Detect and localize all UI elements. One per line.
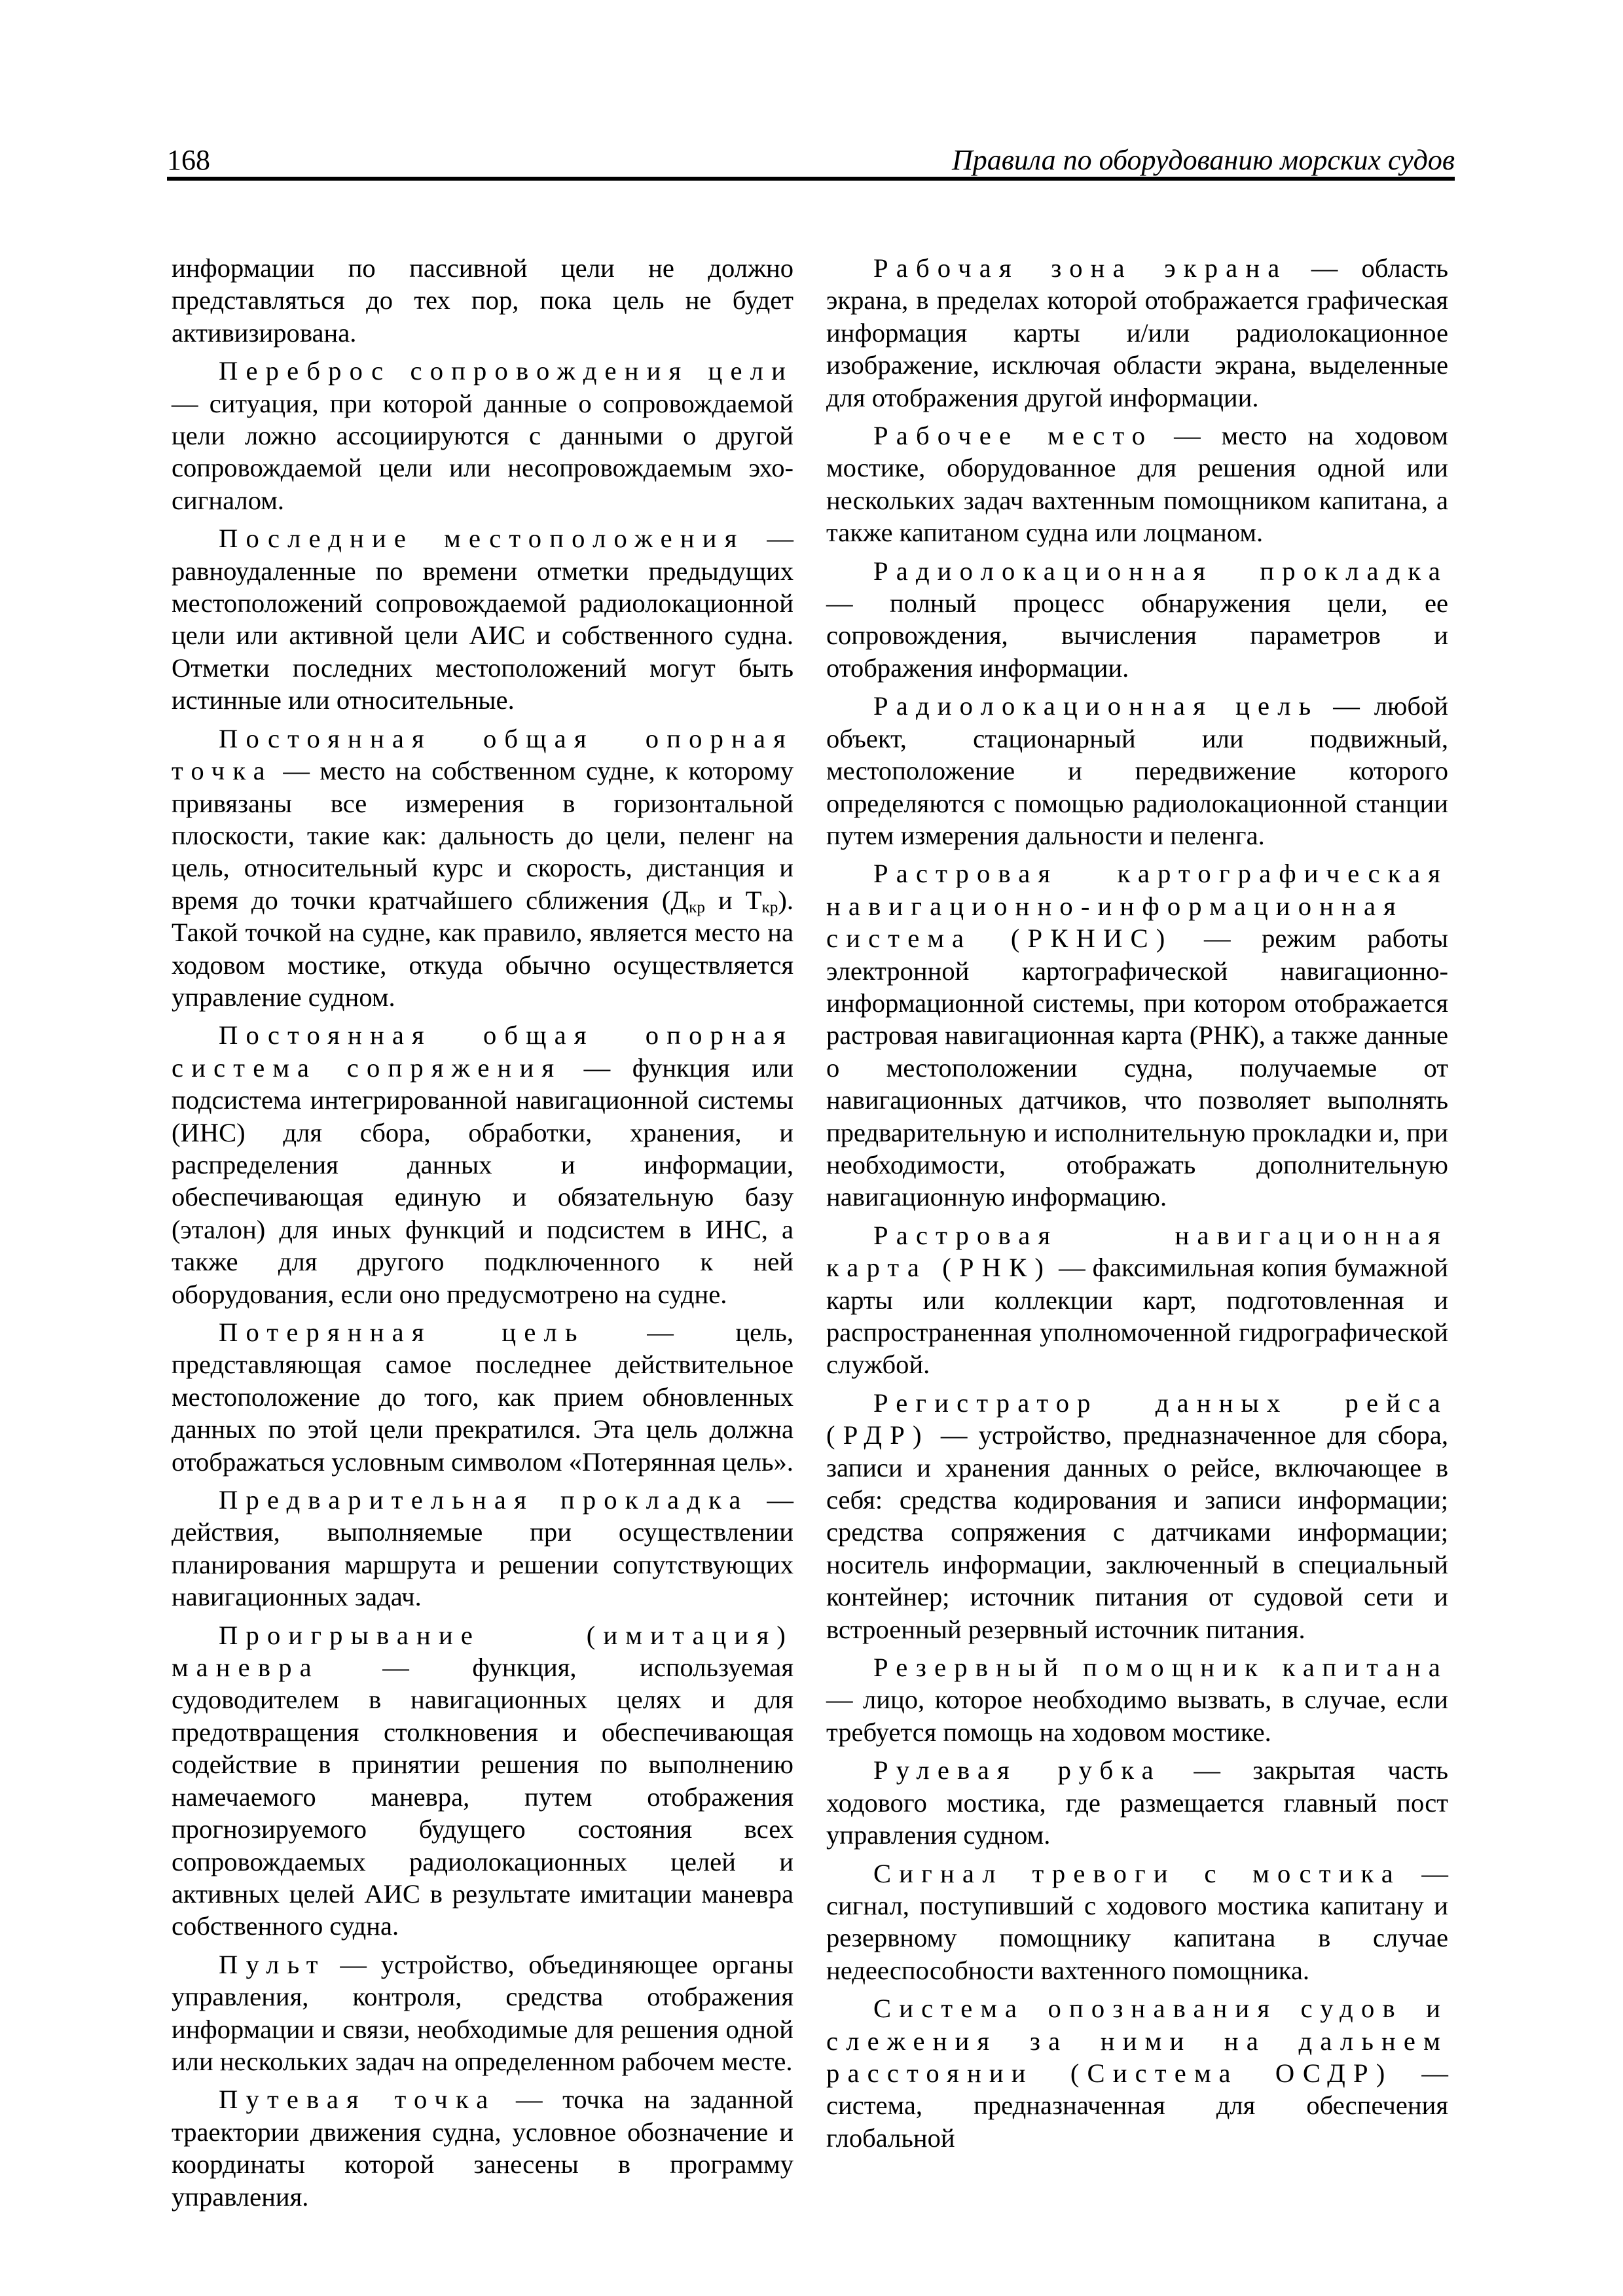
glossary-entry bbox=[172, 1619, 793, 1943]
glossary-entry bbox=[826, 1219, 1448, 1381]
entry-text: и Т bbox=[704, 885, 762, 915]
entry-term: Радиолокационная цель bbox=[873, 691, 1319, 721]
entry-text: ). Такой точкой на судне, как правило, является место на ходовом мостике, откуда обычно осуществляется управление судном. bbox=[172, 885, 793, 1012]
page-number: 168 bbox=[167, 144, 210, 176]
entry-term: Сигнал тревоги с мостика bbox=[873, 1858, 1401, 1888]
entry-term: Путевая точка bbox=[219, 2085, 496, 2115]
entry-term: Радиолокационная прокладка bbox=[873, 556, 1448, 586]
entry-text: — лицо, которое необходимо вызвать, в случае, если требуется помощь на ходовом мостике. bbox=[826, 1685, 1448, 1747]
glossary-entry bbox=[826, 690, 1448, 852]
running-title: Правила по оборудованию морских судов bbox=[951, 144, 1455, 176]
left-column bbox=[172, 252, 793, 2219]
glossary-entry bbox=[172, 723, 793, 1014]
header-rule bbox=[167, 177, 1455, 181]
entry-text: — цель, представляющая самое последнее действительное местоположение до того, как прием обновленных данных по этой цели прекратился. Эта цель должна отображаться условным символом «Потерянная цель». bbox=[172, 1318, 793, 1477]
entry-text: — устройство, предназначенное для сбора, записи и хранения данных о рейсе, включающее в себя: средства кодирования и записи информации; средства сопряжения с датчиками информации; носитель информации, заключенный в специальный контейнер; источник питания от судовой сети и встроенный резервный источник питания. bbox=[826, 1420, 1448, 1644]
entry-term: Пульт bbox=[219, 1949, 326, 1979]
entry-text: — область экрана, в пределах которой отображается графическая информация карты и/или радиолокационное изображение, исключая области экрана, выделенные для отображения другой информации. bbox=[826, 253, 1448, 412]
entry-term: Растровая навигационная карта (РНК) bbox=[826, 1220, 1448, 1283]
entry-text: — функция, используемая судоводителем в навигационных целях и для предотвращения столкновения и обеспечивающая содействие в принятии решения по выполнению намечаемого маневра, путем отображения прогнозируемого будущего состояния всех сопровождаемых радиолокационных целей и активных целей АИС в результате имитации маневра собственного судна. bbox=[172, 1653, 793, 1941]
entry-text: — устройство, объединяющее органы управления, контроля, средства отображения информации и связи, необходимые для решения одной или нескольких задач на определенном рабочем месте. bbox=[172, 1949, 793, 2076]
glossary-entry bbox=[826, 555, 1448, 685]
glossary-entry bbox=[826, 1651, 1448, 1748]
entry-text: — ситуация, при которой данные о сопровождаемой цели ложно ассоциируются с данными о другой сопровождаемой цели или несопровождаемым эхо-сигналом. bbox=[172, 388, 793, 515]
entry-text: — равноудаленные по времени отметки предыдущих местоположений сопровождаемой радиолокационной цели или активной цели АИС и собственного судна. Отметки последних местоположений могут быть истинные или относительные. bbox=[172, 524, 793, 715]
entry-term: Предварительная прокладка bbox=[219, 1485, 749, 1515]
glossary-entry bbox=[172, 1948, 793, 2078]
entry-text: — место на собственном судне, к которому привязаны все измерения в горизонтальной плоскости, такие как: дальность до цели, пеленг на цель, относительный курс и скорость, дистанция и время до точки кратчайшего сближения (Д bbox=[172, 756, 793, 915]
entry-term: Последние местоположения bbox=[219, 524, 745, 554]
subscript-kr: кр bbox=[689, 898, 705, 916]
entry-text: — сигнал, поступивший с ходового мостика капитану и резервному помощнику капитана в случае недееспособности вахтенного помощника. bbox=[826, 1858, 1448, 1985]
entry-term: Постоянная общая опорная система сопряжения bbox=[172, 1020, 793, 1083]
glossary-entry bbox=[172, 355, 793, 516]
entry-text: — любой объект, стационарный или подвижный, местоположение и передвижение которого определяются с помощью радиолокационной станции путем измерения дальности и пеленга. bbox=[826, 691, 1448, 850]
entry-term: Рулевая рубка bbox=[873, 1755, 1161, 1785]
glossary-entry bbox=[172, 1316, 793, 1478]
entry-term: Система опознавания судов и слежения за ними на дальнем расстоянии (Система ОСДР) bbox=[826, 1994, 1448, 2088]
entry-term: Потерянная цель bbox=[219, 1318, 585, 1347]
glossary-entry bbox=[826, 1857, 1448, 1987]
entry-term: Рабочее место bbox=[873, 421, 1154, 451]
entry-text: — функция или подсистема интегрированной навигационной системы (ИНС) для сбора, обработки, хранения, и распределения данных и информации, обеспечивающая единую и обязательную базу (эталон) для иных функций и подсистем в ИНС, а также для другого подключенного к ней оборудования, если оно предусмотрено на судне. bbox=[172, 1052, 793, 1309]
entry-term: Регистратор данных рейса (РДР) bbox=[826, 1388, 1448, 1450]
subscript-kr: кр bbox=[761, 898, 778, 916]
glossary-entry bbox=[172, 522, 793, 716]
entry-term: Переброс сопровождения цели bbox=[219, 356, 793, 386]
entry-term: Проигрывание (имитация) маневра bbox=[172, 1620, 793, 1683]
entry-term: Резервный помощник капитана bbox=[873, 1653, 1448, 1683]
glossary-entry bbox=[826, 857, 1448, 1213]
glossary-entry bbox=[826, 420, 1448, 549]
entry-text: информации по пассивной цели не должно представляться до тех пор, пока цель не будет активизирована. bbox=[172, 253, 793, 348]
glossary-entry bbox=[826, 1387, 1448, 1645]
entry-text: — точка на заданной траектории движения судна, условное обозначение и координаты которой занесены в программу управления. bbox=[172, 2085, 793, 2212]
entry-text: — закрытая часть ходового мостика, где размещается главный пост управления судном. bbox=[826, 1755, 1448, 1850]
glossary-entry bbox=[172, 1484, 793, 1613]
entry-text: — факсимильная копия бумажной карты или коллекции карт, подготовленная и распространенная уполномоченной гидрографической службой. bbox=[826, 1253, 1448, 1380]
entry-term: Постоянная общая опорная точка bbox=[172, 723, 793, 786]
entry-text: — режим работы электронной картографической навигационно-информационной системы, при котором отображается растровая навигационная карта (РНК), а также данные о местоположении судна, получаемые от навигационных датчиков, что позволяет выполнять предварительную и исполнительную прокладки и, при необходимости, отображать дополнительную навигационную информацию. bbox=[826, 924, 1449, 1212]
entry-text: — система, предназначенная для обеспечения глобальной bbox=[826, 2058, 1448, 2153]
entry-text: — действия, выполняемые при осуществлении планирования маршрута и решении сопутствующих навигационных задач. bbox=[172, 1485, 793, 1612]
glossary-entry bbox=[172, 252, 793, 349]
entry-term: Рабочая зона экрана bbox=[873, 253, 1288, 283]
right-column bbox=[826, 252, 1448, 2160]
glossary-entry bbox=[826, 252, 1448, 414]
entry-text: — место на ходовом мостике, оборудованное для решения одной или нескольких задач вахтенным помощником капитана, а также капитаном судна или лоцманом. bbox=[826, 421, 1448, 548]
glossary-entry bbox=[826, 1992, 1448, 2154]
entry-text: — полный процесс обнаружения цели, ее сопровождения, вычисления параметров и отображения информации. bbox=[826, 588, 1448, 683]
glossary-entry bbox=[826, 1754, 1448, 1851]
entry-term: Растровая картографическая навигационно-информационная система (РКНИС) bbox=[826, 859, 1448, 954]
glossary-entry bbox=[172, 1019, 793, 1310]
glossary-entry bbox=[172, 2083, 793, 2213]
